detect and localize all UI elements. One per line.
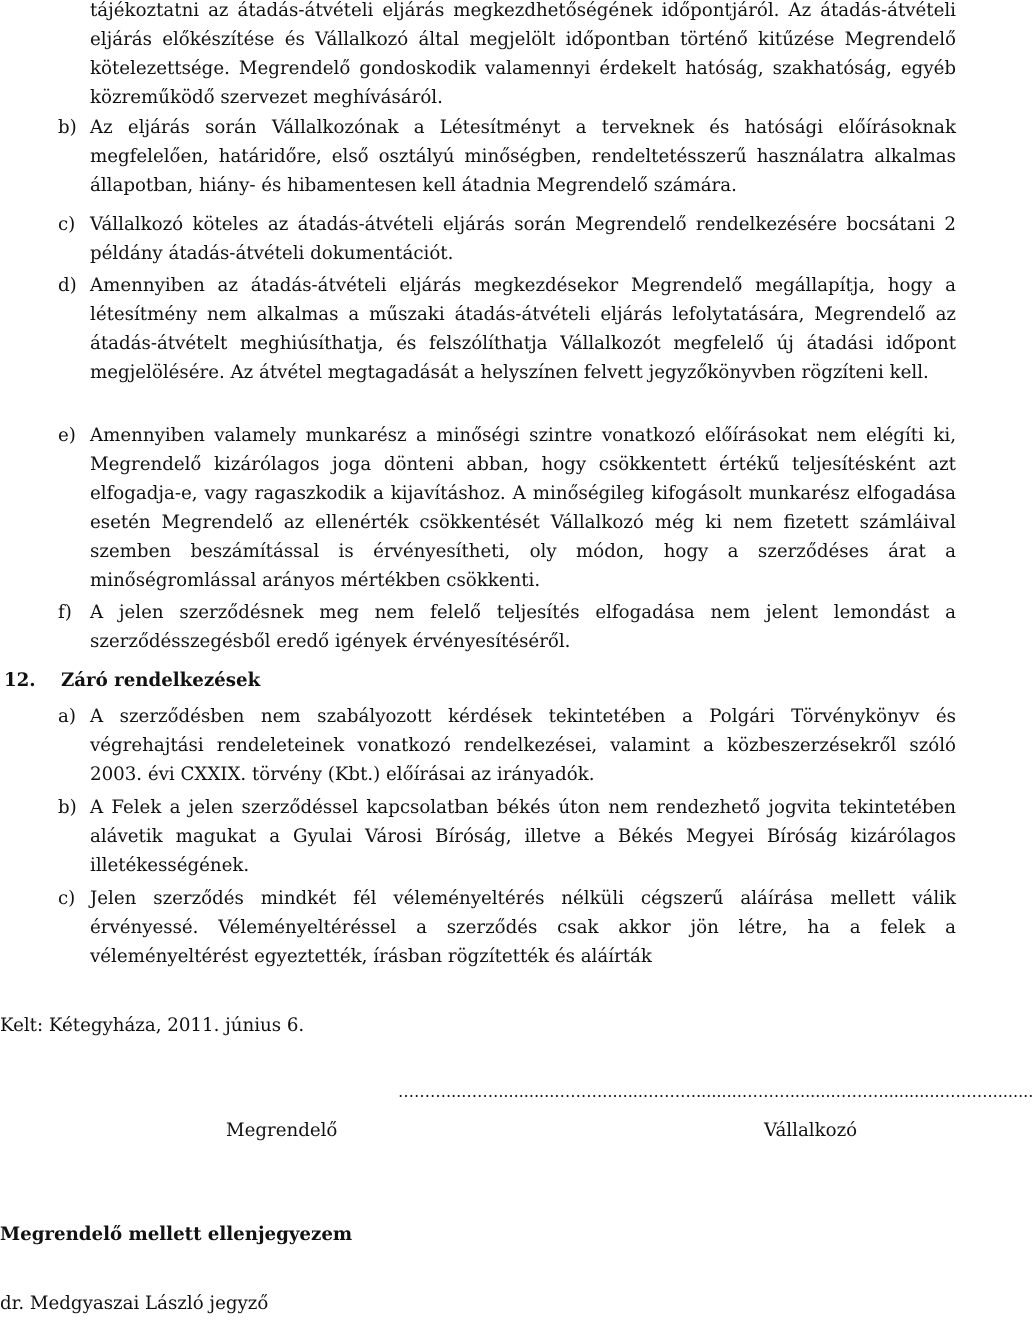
- date-place-line: Kelt: Kétegyháza, 2011. június 6.: [0, 1015, 305, 1036]
- signature-dotted-line: ………....……...........……….........……….........……….........………...........……….........: [398, 1082, 1033, 1101]
- intro-paragraph: tájékoztatni az átadás-átvételi eljárás megkezdhetőségének időpontjáról. Az átadás-átvételi eljárás előkészítése és Vállalkozó által megjelölt időpontban történő kitűzése Megrendelő kötelezettsége. Megrendelő gondoskodik valamennyi érdekelt hatóság, szakhatóság, egyéb közreműködő szervezet meghívásáról.: [90, 0, 956, 108]
- item-label-e: e): [58, 425, 76, 446]
- item-label-12c: c): [58, 888, 76, 909]
- item-label-12b: b): [58, 797, 77, 818]
- item-text-e: Amennyiben valamely munkarész a minőségi szintre vonatkozó előírásokat nem elégíti ki, Megrendelő kizárólagos joga dönteni abban, hogy csökkentett értékű teljesítésként azt elfogadja-e, vagy ragaszkodik a kijavításhoz. A minőségileg kifogásolt munkarész elfogadása esetén Megrendelő az ellenérték csökkentését Vállalkozó még ki nem fizetett számláival szemben beszámítással is érvényesítheti, oly módon, hogy a szerződéses árat a minőségromlással arányos mértékben csökkenti.: [90, 425, 956, 591]
- section-title: Záró rendelkezések: [61, 670, 261, 691]
- item-label-c: c): [58, 214, 76, 235]
- item-text-12c: Jelen szerződés mindkét fél véleményeltérés nélküli cégszerű aláírása mellett válik érvényessé. Véleményeltéréssel a szerződés csak akkor jön létre, ha a felek a véleményeltérést egyeztették, írásban rögzítették és aláírták: [90, 888, 956, 967]
- item-text-12a: A szerződésben nem szabályozott kérdések tekintetében a Polgári Törvénykönyv és végrehajtási rendeleteinek vonatkozó rendelkezései, valamint a közbeszerzésekről szóló 2003. évi CXXIX. törvény (Kbt.) előírásai az irányadók.: [90, 706, 956, 785]
- item-label-12a: a): [58, 706, 76, 727]
- signatory-megrendelo: Megrendelő: [226, 1120, 338, 1141]
- item-label-f: f): [58, 602, 72, 623]
- item-text-b: Az eljárás során Vállalkozónak a Létesítményt a terveknek és hatósági előírásoknak megfelelően, határidőre, első osztályú minőségben, rendeltetésszerű használatra alkalmas állapotban, hiány- és hibamentesen kell átadnia Megrendelő számára.: [90, 117, 956, 196]
- signatory-vallalkozo: Vállalkozó: [764, 1120, 858, 1141]
- item-label-d: d): [58, 275, 77, 296]
- section-number: 12.: [4, 670, 36, 691]
- item-text-f: A jelen szerződésnek meg nem felelő teljesítés elfogadása nem jelent lemondást a szerződésszegésből eredő igények érvényesítéséről.: [90, 602, 956, 652]
- countersign-heading: Megrendelő mellett ellenjegyezem: [0, 1224, 353, 1245]
- countersigner-name: dr. Medgyaszai László jegyző: [0, 1293, 269, 1314]
- item-label-b: b): [58, 117, 77, 138]
- item-text-12b: A Felek a jelen szerződéssel kapcsolatban békés úton nem rendezhető jogvita tekintetében alávetik magukat a Gyulai Városi Bíróság, illetve a Békés Megyei Bíróság kizárólagos illetékességének.: [90, 797, 956, 876]
- item-text-d: Amennyiben az átadás-átvételi eljárás megkezdésekor Megrendelő megállapítja, hogy a létesítmény nem alkalmas a műszaki átadás-átvételi eljárás lefolytatására, Megrendelő az átadás-átvételt meghiúsíthatja, és felszólíthatja Vállalkozót megfelelő új átadási időpont megjelölésére. Az átvétel megtagadását a helyszínen felvett jegyzőkönyvben rögzíteni kell.: [90, 275, 956, 383]
- item-text-c: Vállalkozó köteles az átadás-átvételi eljárás során Megrendelő rendelkezésére bocsátani 2 példány átadás-átvételi dokumentációt.: [90, 214, 956, 264]
